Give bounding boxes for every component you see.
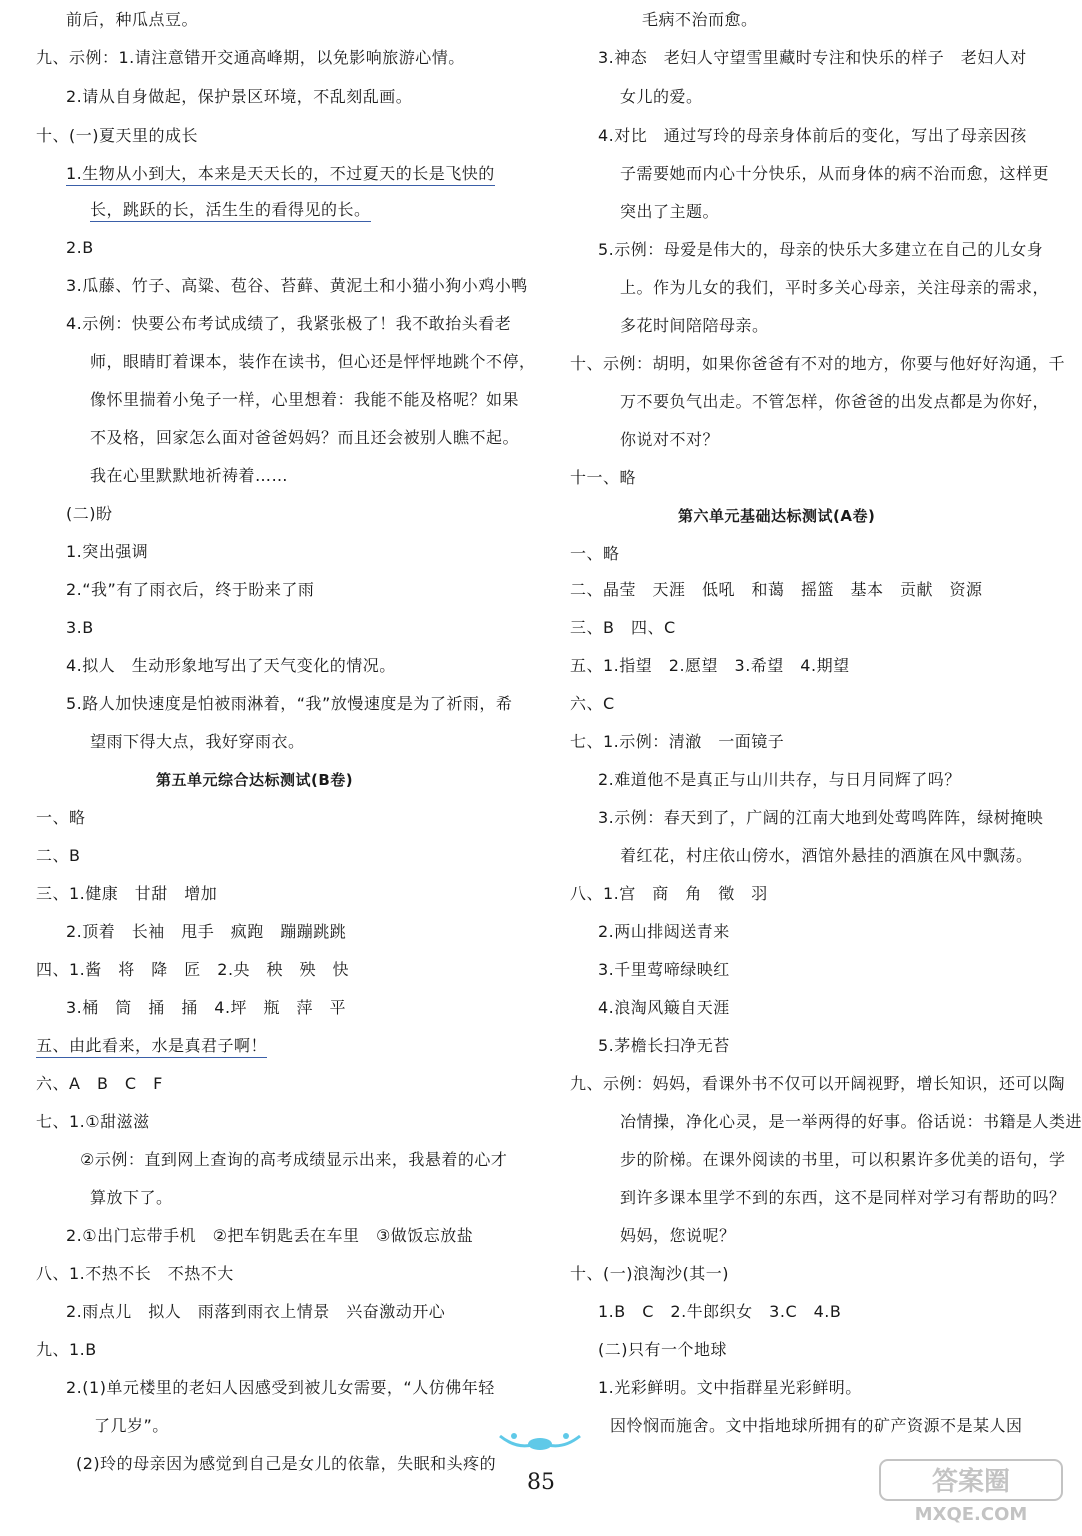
answer-line [570, 656, 850, 676]
answer-text: 1.B C 2.牛郎织女 3.C 4.B [598, 1302, 842, 1321]
answer-line [620, 87, 703, 107]
answer-text: 十、(一)浪淘沙(其一) [570, 1264, 729, 1283]
answer-text: 万不要负气出走。不管怎样，你爸爸的出发点都是为你好， [620, 392, 1050, 411]
answer-text: 着红花，村庄依山傍水，酒馆外悬挂的酒旗在风中飘荡。 [620, 846, 1033, 865]
answer-line [570, 618, 676, 638]
answer-text: 3.神态 老妇人守望雪里藏时专注和快乐的样子 老妇人对 [598, 48, 1027, 67]
answer-line [570, 732, 784, 752]
answer-line [66, 1302, 445, 1322]
answer-line [570, 468, 636, 488]
answer-text: 到许多课本里学不到的东西，这不是同样对学习有帮助的吗？ [620, 1188, 1066, 1207]
answer-text: 5.示例：母爱是伟大的，母亲的快乐大多建立在自己的儿女身 [598, 240, 1044, 259]
answer-line [36, 846, 80, 866]
answer-text: 突出了主题。 [620, 202, 720, 221]
answer-line [620, 392, 1049, 412]
answer-text: 不及格，回家怎么面对爸爸妈妈？而且还会被别人瞧不起。 [90, 428, 520, 447]
answer-text: 六、A B C F [36, 1074, 163, 1093]
answer-text: 因怜悯而施舍。文中指地球所拥有的矿产资源不是某人因 [610, 1416, 1023, 1435]
answer-line [642, 10, 758, 30]
answer-line [36, 1264, 234, 1284]
answer-text: 九、示例：1.请注意错开交通高峰期，以免影响旅游心情。 [36, 48, 465, 67]
answer-line [66, 276, 528, 296]
answer-text: 你说对不对？ [620, 430, 720, 449]
answer-text: 4.拟人 生动形象地写出了天气变化的情况。 [66, 656, 396, 675]
answer-text: 算放下了。 [90, 1188, 173, 1207]
svg-text:MXQE.COM: MXQE.COM [914, 1504, 1028, 1524]
answer-line [598, 1340, 727, 1360]
answer-text: 2.请从自身做起，保护景区环境，不乱刻乱画。 [66, 87, 413, 106]
answer-line [90, 466, 288, 486]
answer-text: 5.路人加快速度是怕被雨淋着，“我”放慢速度是为了祈雨，希 [66, 694, 513, 713]
answer-text: 第六单元基础达标测试(A卷) [678, 507, 876, 525]
answer-text: 一、略 [36, 808, 86, 827]
answer-line [36, 884, 217, 904]
answer-text: 4.浪淘风簸自天涯 [598, 998, 730, 1017]
answer-text: 2.(1)单元楼里的老妇人因感受到被儿女需要，“人仿佛年轻 [66, 1378, 495, 1397]
answer-text: 望雨下得大点，我好穿雨衣。 [90, 732, 305, 751]
answer-text: 2.难道他不是真正与山川共存，与日月同辉了吗？ [598, 770, 961, 789]
answer-line [90, 352, 536, 372]
answer-line [620, 430, 719, 450]
answer-text: 1.突出强调 [66, 542, 149, 561]
answer-text: 了几岁”。 [94, 1416, 169, 1435]
answer-line [66, 1378, 495, 1398]
answer-line [620, 1188, 1066, 1208]
answer-line [610, 1416, 1023, 1436]
answer-line [80, 1150, 507, 1170]
answer-text: 3.千里莺啼绿映红 [598, 960, 730, 979]
answer-text: (二)盼 [66, 504, 113, 523]
answer-text: 2.“我”有了雨衣后，终于盼来了雨 [66, 580, 315, 599]
answer-text: 二、B [36, 846, 81, 865]
answer-text: 3.示例：春天到了，广阔的江南大地到处莺鸣阵阵，绿树掩映 [598, 808, 1044, 827]
answer-line [570, 580, 983, 600]
answer-line [66, 618, 94, 638]
answer-text: 五、1.指望 2.愿望 3.希望 4.期望 [570, 656, 850, 675]
svg-text:答案圈: 答案圈 [931, 1467, 1011, 1497]
answer-text: 前后，种瓜点豆。 [66, 10, 199, 29]
answer-line [620, 316, 769, 336]
answer-text: 2.雨点儿 拟人 雨落到雨衣上情景 兴奋激动开心 [66, 1302, 446, 1321]
answer-text: 师，眼睛盯着课本，装作在读书，但心还是怦怦地跳个不停， [90, 352, 536, 371]
answer-line [598, 240, 1043, 260]
answer-line [90, 1188, 173, 1208]
answer-text: 九、1.B [36, 1340, 97, 1359]
answer-text: 1.生物从小到大，本来是天天长的，不过夏天的长是飞快的 [66, 164, 495, 186]
answer-text: (2)玲的母亲因为感觉到自己是女儿的依靠，失眠和头疼的 [76, 1454, 497, 1473]
answer-line [598, 1036, 730, 1056]
answer-text: 子需要她而内心十分快乐，从而身体的病不治而愈，这样更 [620, 164, 1050, 183]
answer-line [620, 846, 1033, 866]
answer-line [36, 1112, 150, 1132]
answer-line [66, 998, 346, 1018]
answer-line [620, 278, 1049, 298]
answer-text: 2.顶着 长袖 甩手 疯跑 蹦蹦跳跳 [66, 922, 347, 941]
answer-text: 冶情操，净化心灵，是一举两得的好事。俗话说：书籍是人类进 [620, 1112, 1082, 1131]
answer-text: ②示例：直到网上查询的高考成绩显示出来，我悬着的心才 [80, 1150, 508, 1169]
answer-text: 2.①出门忘带手机 ②把车钥匙丢在车里 ③做饭忘放盐 [66, 1226, 474, 1245]
answer-text: 十、(一)夏天里的成长 [36, 126, 198, 145]
answer-text: 五、由此看来，水是真君子啊！ [36, 1036, 267, 1058]
answer-text: 4.对比 通过写玲的母亲身体前后的变化，写出了母亲因孩 [598, 126, 1027, 145]
answer-line [570, 694, 615, 714]
answer-line [66, 694, 512, 714]
answer-line [90, 732, 305, 752]
page-number: 85 [527, 1470, 555, 1495]
answer-text: 八、1.不热不长 不热不大 [36, 1264, 234, 1283]
answer-text: 七、1.①甜滋滋 [36, 1112, 150, 1131]
page-ornament-icon [490, 1428, 590, 1454]
answer-text: 十、示例：胡明，如果你爸爸有不对的地方，你要与他好好沟通，千 [570, 354, 1066, 373]
answer-line [66, 314, 511, 334]
answer-line [90, 428, 519, 448]
answer-line [620, 1150, 1066, 1170]
answer-line [36, 808, 86, 828]
answer-text: 2.B [66, 238, 94, 257]
answer-line [36, 126, 198, 146]
answer-line [598, 998, 730, 1018]
answer-line [620, 202, 719, 222]
answer-text: 像怀里揣着小兔子一样，心里想着：我能不能及格呢？如果 [90, 390, 520, 409]
answer-line [598, 808, 1043, 828]
answer-text: (二)只有一个地球 [598, 1340, 727, 1359]
answer-line [570, 1264, 729, 1284]
answer-line [66, 87, 412, 107]
answer-text: 3.B [66, 618, 94, 637]
answer-text: 六、C [570, 694, 615, 713]
answer-text: 长，跳跃的长，活生生的看得见的长。 [90, 200, 371, 222]
answer-text: 一、略 [570, 544, 620, 563]
answer-line [598, 48, 1027, 68]
answer-text: 5.茅檐长扫净无苔 [598, 1036, 730, 1055]
answer-line [66, 164, 495, 184]
answer-text: 第五单元综合达标测试(B卷) [156, 771, 354, 789]
answer-line [94, 1416, 169, 1436]
answer-text: 四、1.酱 将 降 匠 2.央 秧 殃 快 [36, 960, 350, 979]
answer-text: 3.桶 筒 捅 捅 4.坪 瓶 萍 平 [66, 998, 347, 1017]
answer-line [620, 1226, 736, 1246]
answer-line [598, 126, 1027, 146]
answer-text: 女儿的爱。 [620, 87, 703, 106]
answer-text: 1.光彩鲜明。文中指群星光彩鲜明。 [598, 1378, 862, 1397]
answer-line [36, 960, 349, 980]
answer-text: 七、1.示例：清澈 一面镜子 [570, 732, 785, 751]
answer-text: 八、1.宫 商 角 徵 羽 [570, 884, 768, 903]
answer-line [66, 922, 346, 942]
answer-text: 3.瓜藤、竹子、高粱、苞谷、苔藓、黄泥土和小猫小狗小鸡小鸭 [66, 276, 528, 295]
answer-line [66, 238, 94, 258]
answer-line [620, 1112, 1082, 1132]
answer-line [598, 1302, 841, 1322]
answer-line [598, 770, 961, 790]
answer-text: 九、示例：妈妈，看课外书不仅可以开阔视野，增长知识，还可以陶 [570, 1074, 1066, 1093]
answer-line [66, 656, 396, 676]
answer-line [570, 1074, 1065, 1094]
answer-line [36, 1340, 97, 1360]
answer-line [620, 164, 1049, 184]
answer-text: 十一、略 [570, 468, 637, 487]
answer-line [598, 1378, 862, 1398]
section-heading [156, 770, 353, 790]
answer-line [36, 48, 465, 68]
answer-line [90, 390, 519, 410]
answer-line [66, 504, 113, 524]
answer-text: 我在心里默默地祈祷着…… [90, 466, 289, 485]
answer-line [66, 580, 314, 600]
answer-line [598, 960, 730, 980]
section-heading [678, 506, 875, 526]
answer-text: 毛病不治而愈。 [642, 10, 758, 29]
answer-text: 妈妈，您说呢？ [620, 1226, 736, 1245]
answer-line [36, 1036, 267, 1056]
answer-line [66, 10, 198, 30]
answer-line [36, 1074, 163, 1094]
answer-line [90, 200, 371, 220]
answer-text: 2.两山排闼送青来 [598, 922, 730, 941]
answer-line [66, 1226, 473, 1246]
answer-line [570, 354, 1065, 374]
answer-text: 上。作为儿女的我们，平时多关心母亲，关注母亲的需求， [620, 278, 1050, 297]
answer-line [570, 884, 768, 904]
watermark-logo [878, 1458, 1064, 1524]
answer-text: 三、B 四、C [570, 618, 676, 637]
answer-text: 多花时间陪陪母亲。 [620, 316, 769, 335]
answer-line [598, 922, 730, 942]
answer-line [570, 544, 620, 564]
answer-text: 三、1.健康 甘甜 增加 [36, 884, 218, 903]
answer-text: 4.示例：快要公布考试成绩了，我紧张极了！我不敢抬头看老 [66, 314, 512, 333]
answer-line [66, 542, 148, 562]
answer-text: 二、晶莹 天涯 低吼 和蔼 摇篮 基本 贡献 资源 [570, 580, 983, 599]
answer-text: 步的阶梯。在课外阅读的书里，可以积累许多优美的语句，学 [620, 1150, 1066, 1169]
